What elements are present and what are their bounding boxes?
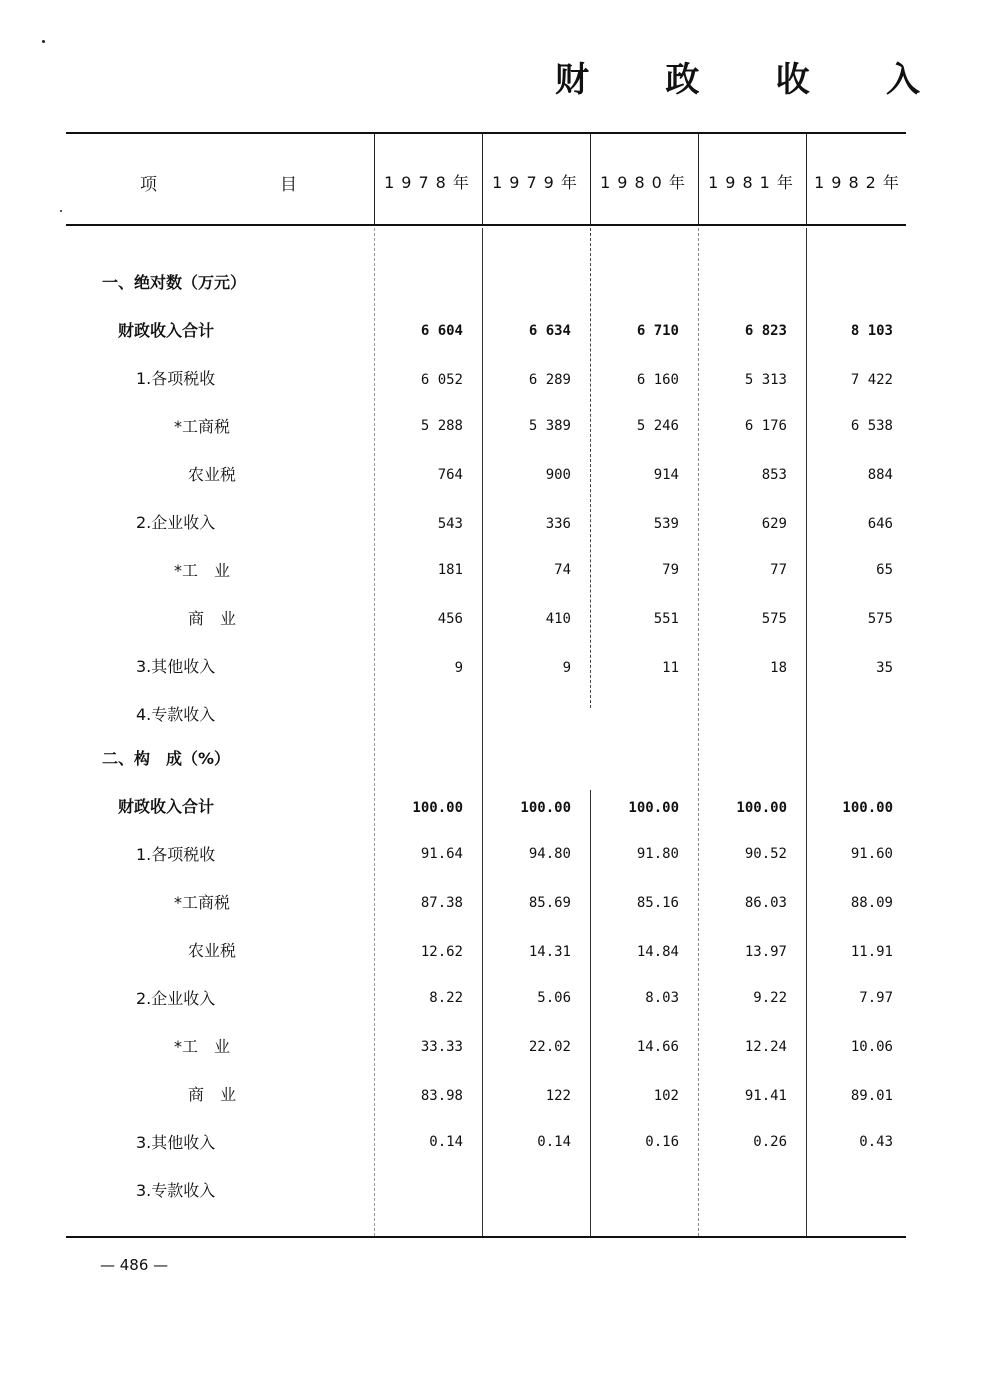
table-cell: 91.80 [636,846,679,862]
table-cell: 8 103 [850,323,893,339]
table-cell: 65 [876,562,893,578]
year-header: 1981年 [708,173,800,192]
table-cell: 79 [662,562,679,578]
table-cell: 88.09 [850,895,893,911]
table-cell: 0.14 [537,1134,571,1150]
table-cell: 336 [545,516,571,532]
table-cell: 85.16 [636,895,679,911]
header-bottom-rule [66,224,906,226]
table-cell: 9.22 [753,990,787,1006]
table-cell: 35 [876,660,893,676]
year-header: 1980年 [600,173,692,192]
row-label: 一、绝对数（万元） [102,273,247,292]
row-label: *工 业 [174,1037,231,1056]
table-cell: 6 823 [744,323,787,339]
table-cell: 22.02 [528,1039,571,1055]
row-label: 商 业 [188,609,237,628]
table-cell: 100.00 [520,800,571,816]
table-cell: 5 246 [636,418,679,434]
table-cell: 7.97 [859,990,893,1006]
table-cell: 8.22 [429,990,463,1006]
table-cell: 575 [761,611,787,627]
page-title [555,52,920,101]
table-cell: 539 [653,516,679,532]
table-cell: 629 [761,516,787,532]
row-label: 1.各项税收 [136,845,216,864]
row-label: 3.其他收入 [136,1133,216,1152]
table-cell: 74 [554,562,571,578]
table-cell: 100.00 [412,800,463,816]
title-char: 政 [665,60,700,100]
table-cell: 6 604 [420,323,463,339]
table-cell: 6 176 [744,418,787,434]
table-cell: 91.41 [744,1088,787,1104]
row-label: 财政收入合计 [118,797,215,816]
table-cell: 575 [867,611,893,627]
table-cell: 646 [867,516,893,532]
row-label: 2.企业收入 [136,989,216,1008]
table-cell: 9 [454,660,463,676]
row-label: *工商税 [174,893,231,912]
table-cell: 83.98 [420,1088,463,1104]
table-cell: 6 160 [636,372,679,388]
row-label: 4.专款收入 [136,705,216,724]
table-cell: 0.14 [429,1134,463,1150]
table-cell: 122 [545,1088,571,1104]
table-cell: 100.00 [628,800,679,816]
table-cell: 94.80 [528,846,571,862]
table-cell: 884 [867,467,893,483]
table-cell: 5 288 [420,418,463,434]
table-cell: 8.03 [645,990,679,1006]
table-cell: 91.64 [420,846,463,862]
year-header: 1982年 [814,173,906,192]
table-cell: 900 [545,467,571,483]
row-label: 3.其他收入 [136,657,216,676]
table-cell: 6 052 [420,372,463,388]
table-cell: 456 [437,611,463,627]
table-cell: 77 [770,562,787,578]
table-cell: 100.00 [736,800,787,816]
scan-speck [42,40,45,43]
row-label: 农业税 [188,465,237,484]
table-cell: 14.84 [636,944,679,960]
table-cell: 764 [437,467,463,483]
row-label: 1.各项税收 [136,369,216,388]
table-cell: 86.03 [744,895,787,911]
table-cell: 18 [770,660,787,676]
table-cell: 11 [662,660,679,676]
year-header: 1979年 [492,173,584,192]
table-cell: 0.43 [859,1134,893,1150]
table-cell: 12.62 [420,944,463,960]
table-cell: 6 538 [850,418,893,434]
row-label: 农业税 [188,941,237,960]
table-cell: 14.66 [636,1039,679,1055]
table-cell: 10.06 [850,1039,893,1055]
table-cell: 90.52 [744,846,787,862]
table-cell: 410 [545,611,571,627]
row-label: 2.企业收入 [136,513,216,532]
table-cell: 11.91 [850,944,893,960]
row-label: 二、构 成（%） [102,749,231,768]
table-cell: 5 313 [744,372,787,388]
table-cell: 7 422 [850,372,893,388]
table-cell: 13.97 [744,944,787,960]
table-cell: 914 [653,467,679,483]
table-cell: 6 634 [528,323,571,339]
table-cell: 12.24 [744,1039,787,1055]
table-cell: 102 [653,1088,679,1104]
table-cell: 181 [437,562,463,578]
row-label: 3.专款收入 [136,1181,216,1200]
table-cell: 551 [653,611,679,627]
table-cell: 87.38 [420,895,463,911]
table-cell: 543 [437,516,463,532]
table-cell: 91.60 [850,846,893,862]
row-label: *工商税 [174,417,231,436]
table-cell: 100.00 [842,800,893,816]
table-cell: 85.69 [528,895,571,911]
header-item-label: 目 [280,175,297,195]
table-cell: 0.26 [753,1134,787,1150]
table-cell: 5.06 [537,990,571,1006]
table-cell: 9 [562,660,571,676]
row-label: *工 业 [174,561,231,580]
table-cell: 6 710 [636,323,679,339]
table-top-rule [66,132,906,134]
row-label: 财政收入合计 [118,321,215,340]
scan-speck [60,210,62,212]
row-label: 商 业 [188,1085,237,1104]
title-char: 入 [885,60,920,100]
table-cell: 5 389 [528,418,571,434]
title-char: 财 [555,60,589,100]
table-cell: 0.16 [645,1134,679,1150]
column-divider [374,134,375,224]
table-cell: 14.31 [528,944,571,960]
table-cell: 6 289 [528,372,571,388]
year-header: 1978年 [384,173,476,192]
table-cell: 89.01 [850,1088,893,1104]
header-item-label: 项 [140,175,157,195]
table-bottom-rule [66,1236,906,1238]
table-cell: 33.33 [420,1039,463,1055]
title-char: 收 [775,60,810,100]
table-cell: 853 [761,467,787,483]
page-number: — 486 — [100,1256,169,1274]
